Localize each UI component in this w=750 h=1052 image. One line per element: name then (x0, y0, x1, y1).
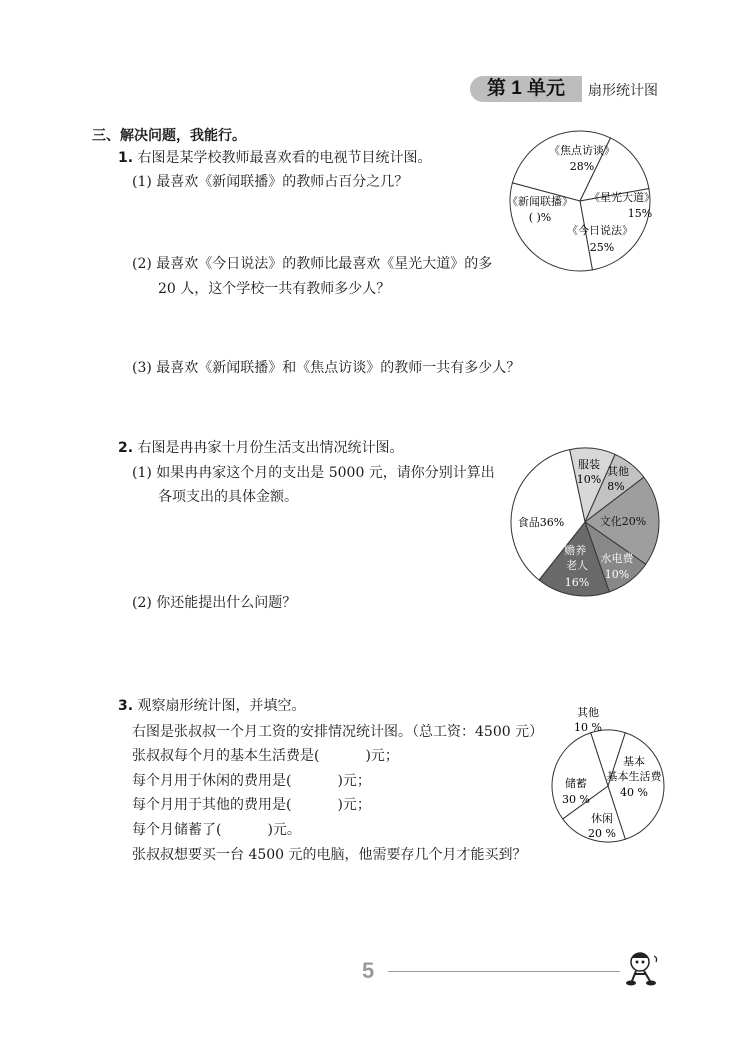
pie3-value-qita: 10 % (574, 721, 602, 734)
pie3-label-chuxu: 储蓄 (565, 777, 587, 790)
pie3-label-jiben-1: 基本 (623, 755, 645, 768)
q2-number: 2. (118, 440, 134, 456)
pie2-label-qita: 其他 (607, 465, 629, 478)
q1-sub2-line2: 20 人，这个学校一共有教师多少人？ (158, 281, 391, 297)
mascot-icon (620, 948, 664, 988)
pie2-label-shanyang-name: 赡养 (564, 544, 587, 557)
pie2-value-fuzhuang: 10% (576, 473, 602, 486)
q3-line2-b: )元； (365, 748, 399, 764)
pie2-value-qita: 8% (607, 480, 625, 493)
pie3-value-xiuxian: 20 % (588, 827, 616, 840)
pie3-label-jiben: 基本生活费 (606, 770, 662, 783)
q3-line3-b: )元； (337, 773, 371, 789)
pie3-label-qita: 其他 (577, 706, 599, 719)
q3-line2-a: 张叔叔每个月的基本生活费是( (132, 748, 320, 764)
q1-sub1: (1) 最喜欢《新闻联播》的教师占百分之几？ (132, 174, 409, 190)
q3-number: 3. (118, 698, 134, 714)
tv-program-pie-chart (500, 128, 660, 278)
pie2-label-shipin-name: 食品 (517, 516, 540, 529)
q1-sub3: (3) 最喜欢《新闻联播》和《焦点访谈》的教师一共有多少人？ (132, 360, 521, 376)
pie2-label-shanyang-name-line2: 老人 (566, 559, 588, 572)
pie1-value-jinri: 25% (589, 241, 615, 254)
salary-pie-chart (548, 700, 666, 850)
q3-line6: 张叔叔想要买一台 4500 元的电脑，他需要存几个月才能买到？ (132, 847, 527, 863)
pie3-value-chuxu: 30 % (562, 793, 590, 806)
pie2-value-shipin: 36% (539, 516, 565, 529)
pie2-label-shipin (518, 516, 564, 529)
pie1-value-xingguang: 15% (627, 207, 653, 220)
pie2-value-shuidian: 10% (604, 568, 630, 581)
pie1-label-xinwen: 《新闻联播》 (507, 195, 573, 208)
q2-sub1-line1: (1) 如果冉冉家这个月的支出是 5000 元，请你分别计算出 (132, 465, 495, 481)
pie1-value-jiaodian: 28% (569, 160, 595, 173)
unit-subtitle: 扇形统计图 (588, 82, 658, 98)
q2-sub1-line2: 各项支出的具体金额。 (158, 489, 298, 505)
section-title: 三、解决问题，我能行。 (92, 127, 246, 143)
q3-line4-a: 每个月用于其他的费用是( (132, 797, 292, 813)
q3-line2 (132, 746, 399, 766)
q2-stem (118, 438, 404, 458)
pie1-label-jinri: 《今日说法》 (567, 224, 633, 237)
q3-line3 (132, 771, 371, 791)
pie1-label-xingguang: 《星光大道》 (589, 191, 655, 204)
pie2-value-wenhua: 20% (621, 515, 647, 528)
page-number: 5 (362, 958, 375, 983)
q3-line4-b: )元； (337, 797, 371, 813)
pie3-value-jiben: 40 % (620, 786, 648, 799)
q3-line4 (132, 795, 371, 815)
q3-stem (118, 696, 306, 716)
expense-pie-chart (505, 442, 665, 602)
q1-stem (118, 148, 432, 168)
pie3-label-xiuxian: 休闲 (591, 812, 613, 825)
q2-sub2: (2) 你还能提出什么问题？ (132, 595, 297, 611)
q3-stem-text: 观察扇形统计图，并填空。 (137, 698, 306, 714)
q3-line5-b: )元。 (267, 822, 301, 838)
pie2-label-shuidian: 水电费 (600, 552, 634, 565)
unit-badge: 第 1 单元 (470, 76, 582, 102)
q2-stem-text: 右图是冉冉家十月份生活支出情况统计图。 (137, 440, 404, 456)
q1-sub2-line1: (2) 最喜欢《今日说法》的教师比最喜欢《星光大道》的多 (132, 256, 493, 272)
q3-line3-a: 每个月用于休闲的费用是( (132, 773, 292, 789)
q1-stem-text: 右图是某学校教师最喜欢看的电视节目统计图。 (137, 150, 432, 166)
pie1-label-jiaodian: 《焦点访谈》 (549, 144, 615, 157)
q3-line1: 右图是张叔叔一个月工资的安排情况统计图。（总工资：4500 元） (132, 724, 544, 740)
pie2-label-fuzhuang: 服装 (578, 458, 600, 471)
q3-line5-a: 每个月储蓄了( (132, 822, 222, 838)
q3-line5 (132, 820, 301, 840)
pie2-label-wenhua (600, 514, 646, 528)
pie2-label-wenhua-name: 文化 (599, 515, 622, 528)
q1-number: 1. (118, 150, 134, 166)
page-divider (388, 971, 620, 972)
pie1-value-xinwen: ( )% (528, 211, 552, 224)
pie2-value-shanyang: 16% (564, 576, 590, 589)
